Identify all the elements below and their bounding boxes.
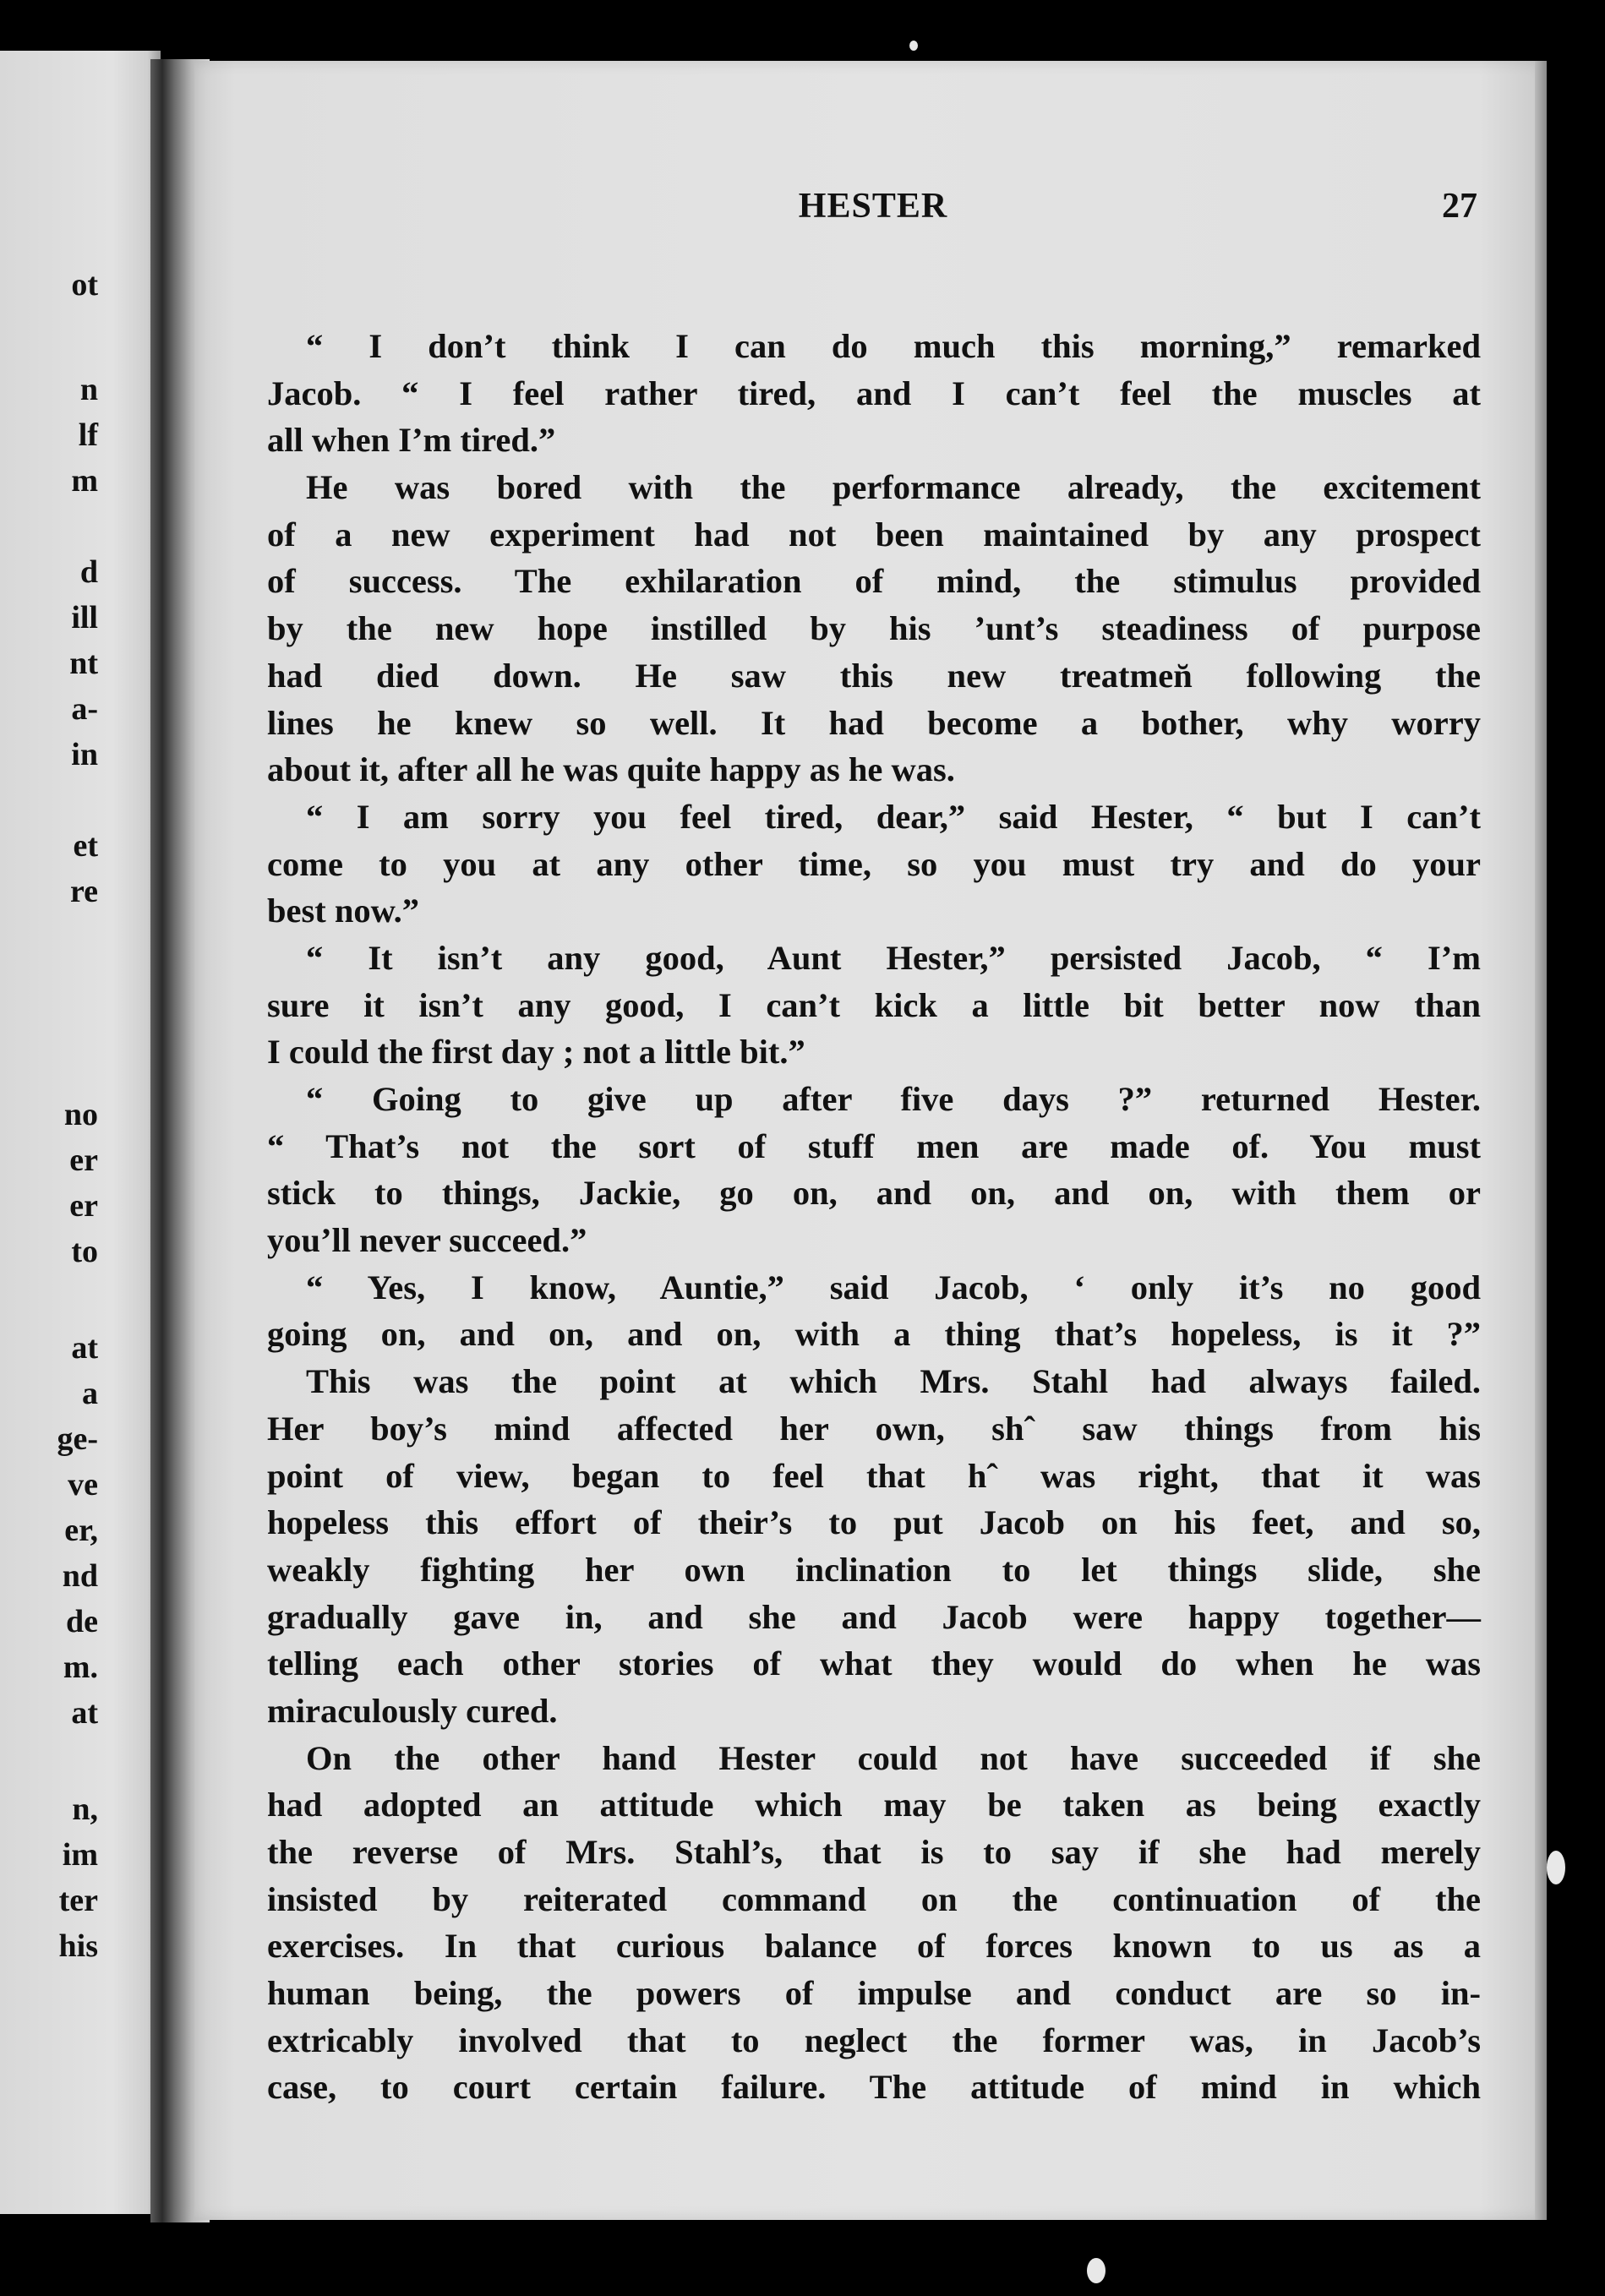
text-line: miraculously cured. [267, 1691, 558, 1730]
scan-speck [1087, 2258, 1105, 2283]
text-line: “ I am sorry you feel tired, dear,” said Hester, “ but I can’t [306, 797, 1481, 836]
page-edge [1535, 61, 1547, 2220]
page-number: 27 [1442, 187, 1477, 226]
running-title: HESTER [798, 187, 948, 226]
text-line: “ That’s not the sort of stuff men are made of. You must [267, 1126, 1481, 1165]
facing-page-fragment: nt [69, 646, 98, 681]
body-text [267, 323, 1481, 2111]
facing-page-fragment: de [66, 1604, 98, 1639]
text-line: extricably involved that to neglect the former was, in Jacob’s [267, 2021, 1481, 2059]
text-line: come to you at any other time, so you must try and do your [267, 844, 1481, 883]
text-line: insisted by reiterated command on the continuation of the [267, 1879, 1481, 1918]
text-line: about it, after all he was quite happy as he was. [267, 750, 955, 789]
facing-page-fragment: ter [58, 1883, 98, 1918]
facing-page-fragment: at [71, 1330, 98, 1366]
facing-page-fragment: ot [71, 267, 98, 303]
facing-page-fragment: n, [72, 1792, 98, 1827]
text-line: by the new hope instilled by his ’unt’s steadiness of purpose [267, 609, 1481, 648]
scan-speck [1547, 1851, 1565, 1884]
text-line: Jacob. “ I feel rather tired, and I can’t feel the muscles at [267, 374, 1481, 412]
facing-page-fragment: d [79, 554, 98, 590]
text-line: human being, the powers of impulse and conduct are so in- [267, 1974, 1481, 2013]
facing-page-fragment: his [58, 1928, 98, 1964]
text-line: “ Yes, I know, Auntie,” said Jacob, ʻ only it’s no good [306, 1268, 1481, 1306]
book-page [194, 61, 1547, 2220]
text-line: “ I don’t think I can do much this morning,” remarked [306, 327, 1481, 365]
text-line: best now.” [267, 892, 420, 930]
facing-page-fragment: nd [62, 1558, 98, 1594]
text-line: exercises. In that curious balance of forces known to us as a [267, 1927, 1481, 1966]
facing-page-fragment: er [69, 1188, 98, 1224]
text-line: weakly fighting her own inclination to let things slide, she [267, 1550, 1481, 1589]
text-line: Her boy’s mind affected her own, shˆ saw things from his [267, 1409, 1481, 1448]
facing-page [0, 51, 161, 2214]
text-line: case, to court certain failure. The attitude of mind in which [267, 2068, 1481, 2107]
text-line: going on, and on, and on, with a thing that’s hopeless, is it ?” [267, 1315, 1481, 1354]
facing-page-fragment: no [63, 1097, 98, 1132]
facing-page-fragment: re [69, 874, 98, 909]
facing-page-fragment: ve [68, 1467, 98, 1502]
text-line: He was bored with the performance already, the excitement [306, 468, 1481, 507]
facing-page-fragment: er [69, 1143, 98, 1178]
text-line: point of view, began to feel that hˆ was right, that it was [267, 1456, 1481, 1495]
facing-page-fragment: lf [78, 417, 98, 453]
facing-page-fragment: n [79, 372, 98, 407]
text-line: all when I’m tired.” [267, 421, 556, 460]
text-line: had adopted an attitude which may be taken as being exactly [267, 1786, 1481, 1824]
facing-page-fragment: a- [71, 691, 98, 727]
facing-page-fragment: et [73, 828, 98, 864]
text-line: had died down. He saw this new treatmen̆ following the [267, 656, 1481, 695]
text-line: lines he knew so well. It had become a bother, why worry [267, 703, 1481, 742]
facing-page-fragment: in [71, 737, 98, 772]
text-line: stick to things, Jackie, go on, and on, and on, with them or [267, 1174, 1481, 1213]
text-line: of success. The exhilaration of mind, the stimulus provided [267, 562, 1481, 601]
facing-page-fragment: m [71, 463, 98, 499]
text-line: “ Going to give up after five days ?” returned Hester. [306, 1080, 1481, 1118]
text-line: I could the first day ; not a little bit.” [267, 1033, 805, 1072]
running-head [269, 186, 1477, 237]
text-line: telling each other stories of what they would do when he was [267, 1644, 1481, 1683]
scan-speck [909, 41, 918, 51]
text-line: hopeless this effort of their’s to put Jacob on his feet, and so, [267, 1503, 1481, 1542]
facing-page-fragment: m. [63, 1650, 98, 1685]
text-line: gradually gave in, and she and Jacob were happy together— [267, 1597, 1481, 1636]
facing-page-fragment: er, [64, 1513, 98, 1548]
facing-page-fragment: ge- [57, 1421, 98, 1457]
facing-page-text-fragments [0, 51, 101, 2214]
text-line: you’ll never succeed.” [267, 1221, 587, 1260]
text-line: the reverse of Mrs. Stahl’s, that is to say if she had merely [267, 1833, 1481, 1871]
text-line: of a new experiment had not been maintained by any prospect [267, 515, 1481, 554]
text-line: On the other hand Hester could not have succeeded if she [306, 1738, 1481, 1777]
facing-page-fragment: a [82, 1376, 98, 1411]
text-line: This was the point at which Mrs. Stahl had always failed. [306, 1362, 1481, 1401]
text-line: sure it isn’t any good, I can’t kick a little bit better now than [267, 985, 1481, 1024]
facing-page-fragment: im [62, 1837, 98, 1873]
facing-page-fragment: to [71, 1234, 98, 1269]
facing-page-fragment: at [71, 1695, 98, 1731]
facing-page-fragment: ill [71, 600, 98, 635]
text-line: “ It isn’t any good, Aunt Hester,” persisted Jacob, “ I’m [306, 938, 1481, 977]
